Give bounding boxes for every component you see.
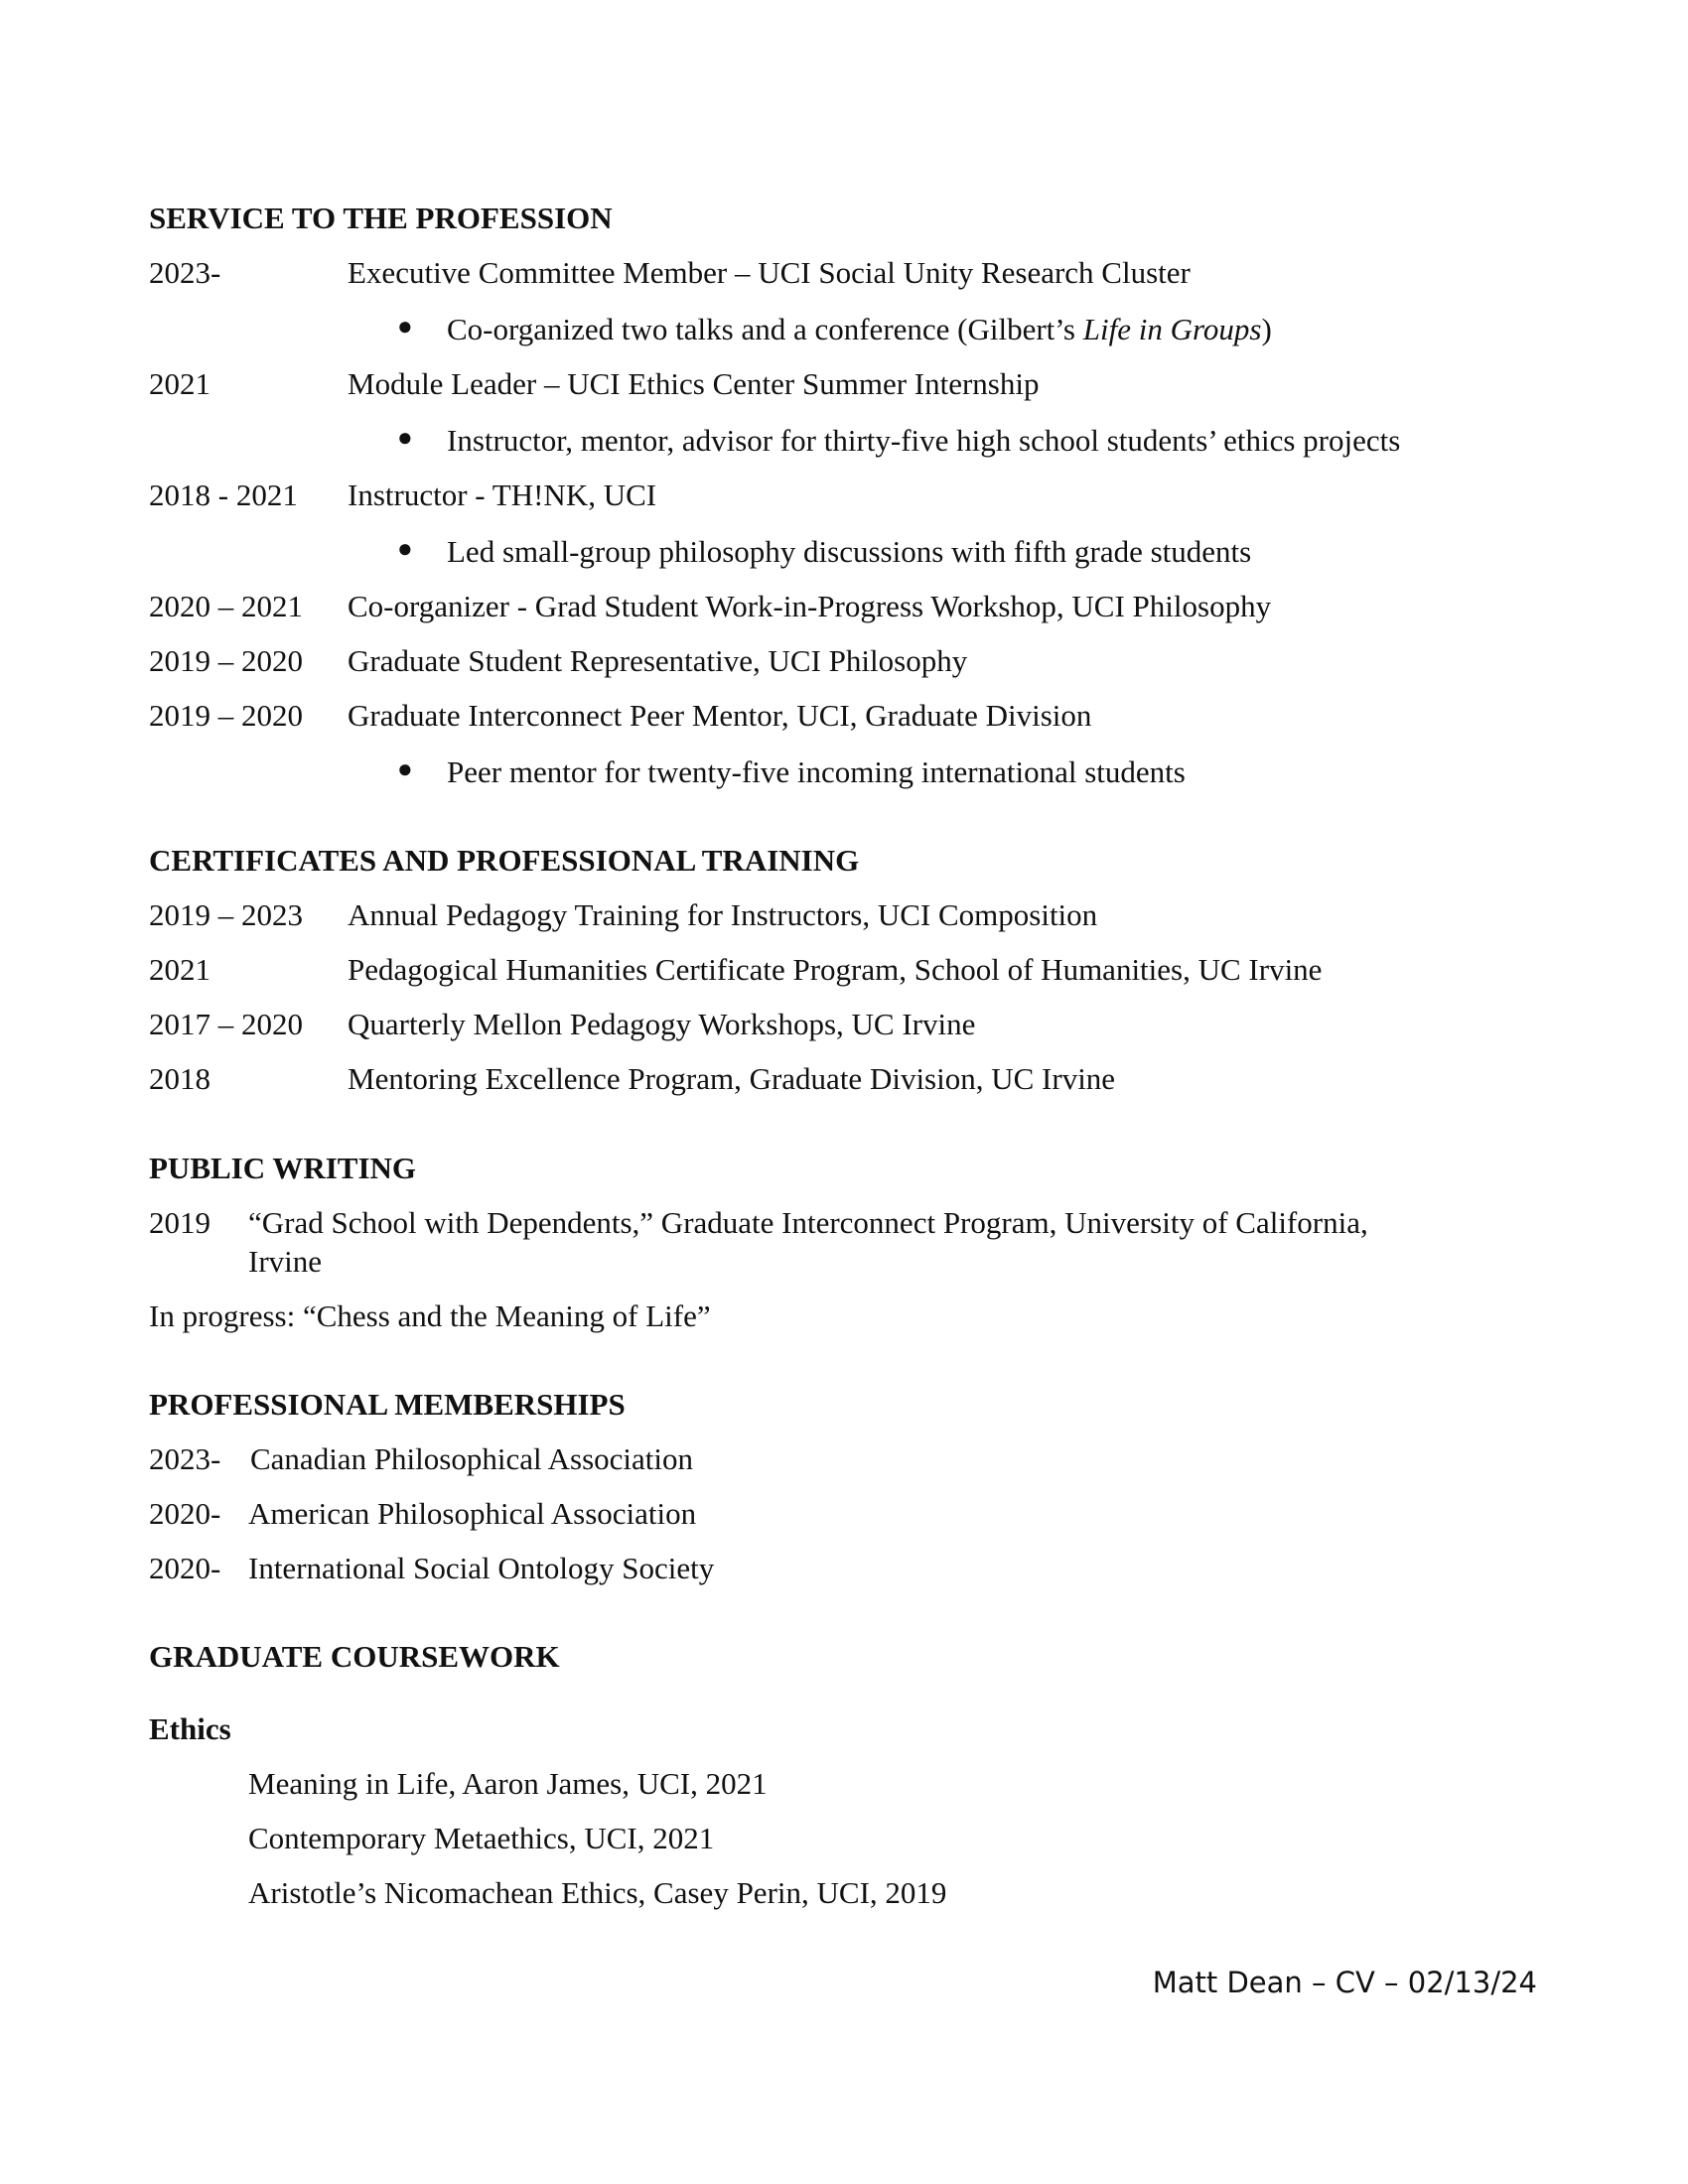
entry-description: Pedagogical Humanities Certificate Program, School of Humanities, UC Irvine [348, 952, 1323, 987]
entry-description: Annual Pedagogy Training for Instructors, UCI Composition [348, 897, 1098, 932]
section-heading-service: SERVICE TO THE PROFESSION [149, 201, 613, 235]
course-item: Meaning in Life, Aaron James, UCI, 2021 [248, 1766, 768, 1801]
bullet-icon: ● [397, 312, 413, 341]
entry-date: 2017 – 2020 [149, 1007, 303, 1041]
bullet-text: Led small-group philosophy discussions with fifth grade students [447, 534, 1252, 569]
section-heading-certificates: CERTIFICATES AND PROFESSIONAL TRAINING [149, 843, 860, 878]
entry-description: Canadian Philosophical Association [250, 1441, 694, 1476]
entry-description-continued: Irvine [248, 1244, 323, 1279]
entry-description: Co-organizer - Grad Student Work-in-Progress Workshop, UCI Philosophy [348, 589, 1272, 623]
entry-date: 2019 – 2020 [149, 643, 303, 678]
entry-date: 2020- [149, 1551, 221, 1585]
section-heading-coursework: GRADUATE COURSEWORK [149, 1639, 560, 1674]
bullet-text: Peer mentor for twenty-five incoming international students [447, 754, 1186, 789]
entry-description: Module Leader – UCI Ethics Center Summer Internship [348, 366, 1040, 401]
entry-description: Instructor - TH!NK, UCI [348, 478, 657, 512]
entry-description: Graduate Student Representative, UCI Philosophy [348, 643, 968, 678]
entry-date: 2018 - 2021 [149, 478, 298, 512]
section-heading-memberships: PROFESSIONAL MEMBERSHIPS [149, 1387, 626, 1422]
entry-description: Quarterly Mellon Pedagogy Workshops, UC Irvine [348, 1007, 976, 1041]
entry-date: 2018 [149, 1061, 211, 1096]
bullet-text: Instructor, mentor, advisor for thirty-five high school students’ ethics projects [447, 423, 1401, 458]
entry-description: Graduate Interconnect Peer Mentor, UCI, Graduate Division [348, 698, 1092, 733]
book-title: Life in Groups [1082, 312, 1262, 346]
in-progress-entry: In progress: “Chess and the Meaning of Life” [149, 1298, 711, 1333]
entry-date: 2019 – 2020 [149, 698, 303, 733]
entry-date: 2019 [149, 1205, 211, 1240]
section-heading-public-writing: PUBLIC WRITING [149, 1151, 417, 1185]
page-footer: Matt Dean – CV – 02/13/24 [1152, 1966, 1537, 1999]
entry-description: Executive Committee Member – UCI Social Unity Research Cluster [348, 255, 1191, 290]
course-item: Aristotle’s Nicomachean Ethics, Casey Perin, UCI, 2019 [248, 1875, 947, 1910]
entry-date: 2023- [149, 255, 221, 290]
bullet-icon: ● [397, 534, 413, 563]
entry-date: 2020 – 2021 [149, 589, 303, 623]
bullet-icon: ● [397, 423, 413, 452]
entry-description: International Social Ontology Society [248, 1551, 715, 1585]
entry-date: 2019 – 2023 [149, 897, 303, 932]
entry-date: 2021 [149, 366, 211, 401]
bullet-text: Co-organized two talks and a conference (Gilbert’s Life in Groups) [447, 312, 1272, 346]
entry-date: 2023- [149, 1441, 221, 1476]
entry-date: 2021 [149, 952, 211, 987]
entry-date: 2020- [149, 1496, 221, 1531]
entry-description: American Philosophical Association [248, 1496, 697, 1531]
course-item: Contemporary Metaethics, UCI, 2021 [248, 1821, 715, 1855]
entry-description: Mentoring Excellence Program, Graduate Division, UC Irvine [348, 1061, 1116, 1096]
entry-description: “Grad School with Dependents,” Graduate Interconnect Program, University of California, [248, 1205, 1368, 1240]
bullet-icon: ● [397, 754, 413, 783]
coursework-subheading-ethics: Ethics [149, 1711, 231, 1746]
